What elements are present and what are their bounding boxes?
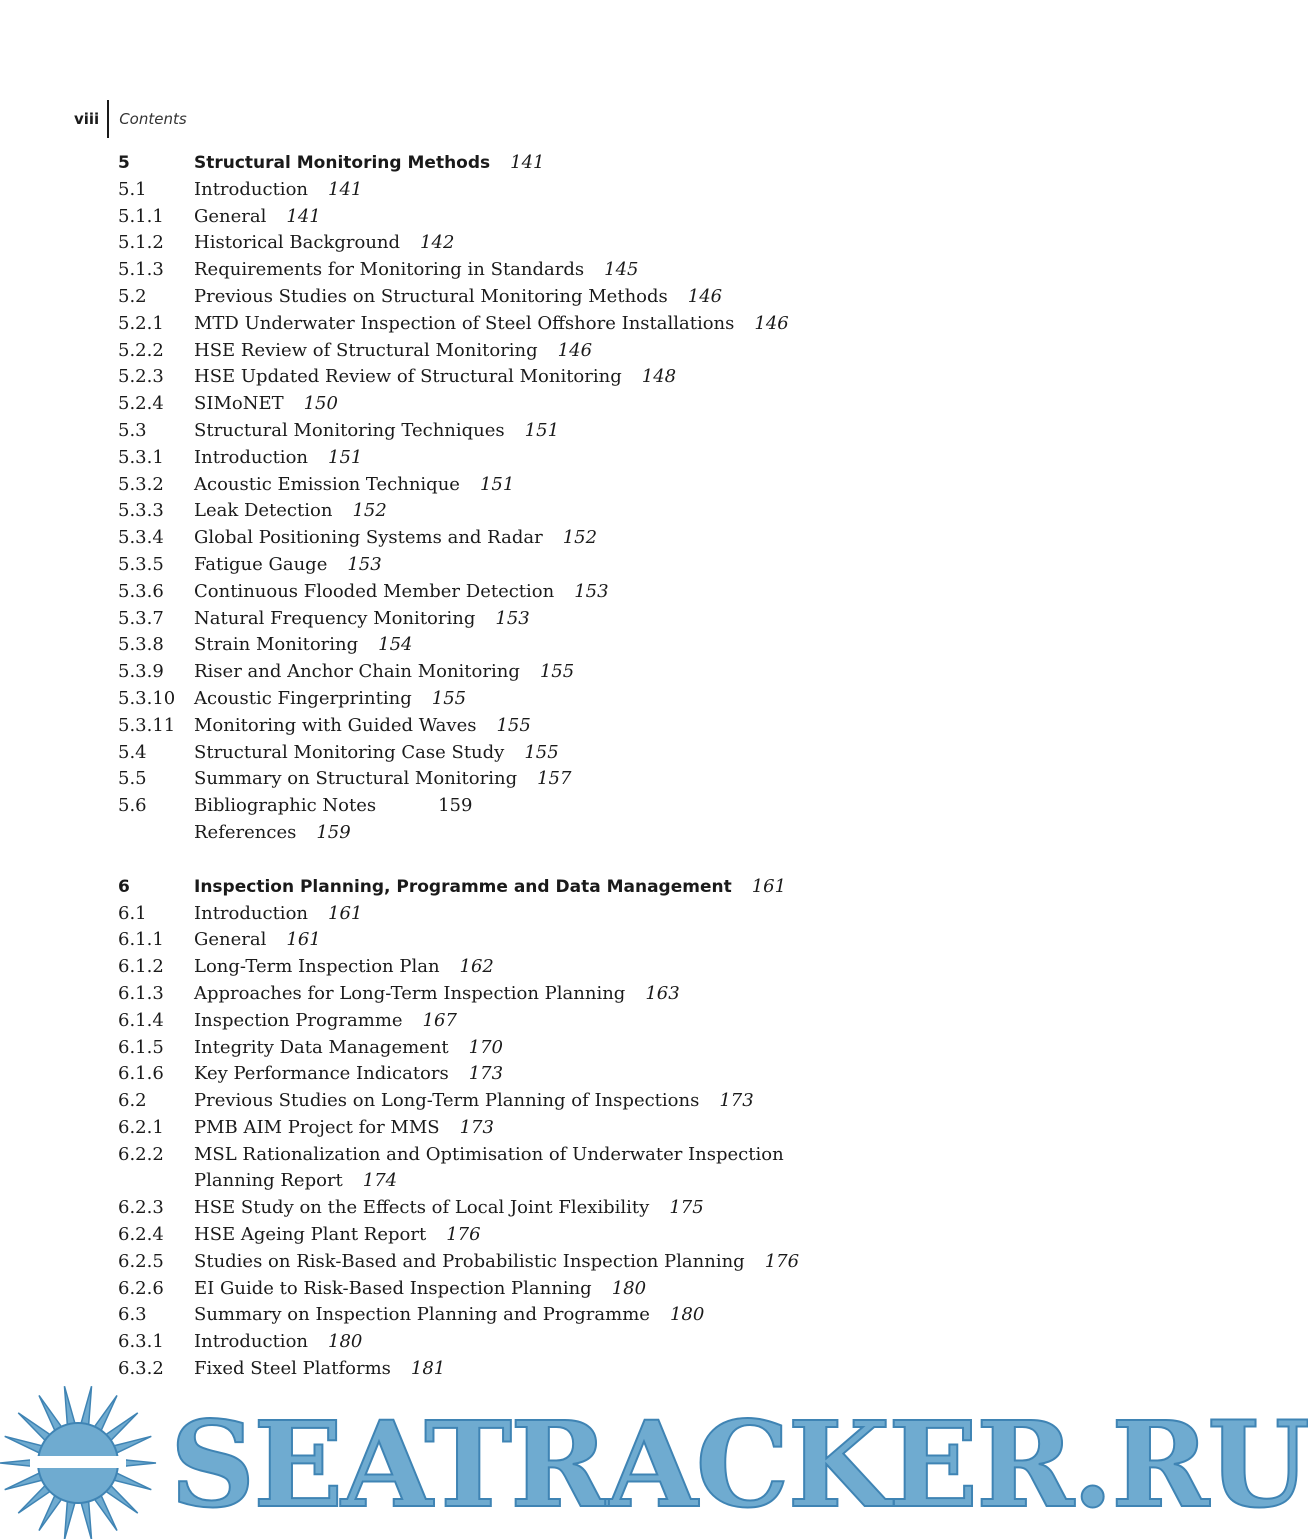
toc-entry[interactable] [118, 1356, 878, 1383]
section-title: Key Performance Indicators [194, 1063, 449, 1085]
section-title: Fatigue Gauge [194, 553, 328, 575]
section-number: 6.1.4 [118, 1009, 164, 1031]
section-title: Inspection Programme [194, 1009, 403, 1031]
section-number: 6.3.2 [118, 1358, 164, 1380]
page-ref: 145 [604, 259, 639, 281]
section-title: Natural Frequency Monitoring [194, 607, 476, 629]
section-title: Continuous Flooded Member Detection [194, 580, 555, 602]
toc-entry[interactable] [118, 766, 878, 793]
page-ref: 176 [764, 1250, 800, 1272]
section-title: Summary on Structural Monitoring [194, 768, 518, 790]
toc-entry[interactable] [118, 1329, 878, 1356]
section-number: 6.2.4 [118, 1224, 164, 1246]
section-number: 5.2.3 [118, 366, 164, 388]
section-number: 6.1.2 [118, 956, 164, 978]
section-title: PMB AIM Project for MMS [194, 1116, 440, 1138]
page-ref: 152 [352, 500, 387, 522]
chapter-6-entries [118, 901, 878, 1383]
toc-entry[interactable] [118, 1115, 878, 1142]
section-title: Previous Studies on Structural Monitoring Methods [194, 285, 668, 307]
page-ref: 141 [510, 152, 545, 173]
section-title: HSE Review of Structural Monitoring [194, 339, 538, 361]
page-ref: 159 [316, 821, 351, 843]
page-ref: 161 [751, 875, 787, 897]
section-title: Structural Monitoring Case Study [194, 741, 505, 763]
section-title: Requirements for Monitoring in Standards [194, 259, 585, 281]
section-number: 5.5 [118, 768, 147, 790]
sun-ray [114, 1473, 151, 1490]
section-number: 5.3.1 [118, 446, 164, 468]
toc-entry[interactable] [118, 1008, 878, 1035]
section-number: 5.1 [118, 178, 147, 200]
page-ref: 170 [468, 1036, 504, 1058]
section-number: 5.1.2 [118, 232, 164, 254]
section-number: 5.3.8 [118, 634, 164, 656]
chapter-6-heading[interactable] [118, 874, 878, 901]
section-number: 6.2 [118, 1090, 147, 1112]
toc-entry[interactable] [118, 686, 878, 713]
section-number: 6.2.5 [118, 1250, 164, 1272]
section-number: 5.2 [118, 285, 147, 307]
section-title: Introduction [194, 1331, 308, 1353]
section-title: Acoustic Emission Technique [194, 473, 460, 495]
page-ref: 154 [378, 634, 413, 656]
page-ref: 152 [562, 527, 598, 549]
toc-entry[interactable] [118, 472, 878, 499]
page-ref: 153 [495, 607, 530, 629]
running-header [74, 100, 187, 138]
chapter-number: 6 [118, 876, 130, 897]
page-ref: 146 [687, 285, 723, 307]
section-title: HSE Ageing Plant Report [194, 1224, 427, 1246]
chapter-gap [118, 847, 878, 874]
page-ref: 146 [754, 312, 789, 334]
sun-ray [95, 1496, 117, 1531]
watermark-text: SEATRACKER.RU [170, 1395, 1308, 1534]
section-title-continued: Planning Report [194, 1170, 343, 1192]
section-number: 5.1.1 [118, 205, 164, 227]
toc-entry[interactable] [118, 1142, 878, 1196]
section-title: References [194, 821, 297, 843]
page-number: viii [74, 100, 109, 138]
section-number: 6.2.2 [118, 1143, 164, 1165]
section-title: Historical Background [194, 232, 401, 254]
section-number: 6.1 [118, 902, 147, 924]
section-number: 5.3.5 [118, 553, 164, 575]
toc-entry[interactable] [118, 204, 878, 231]
section-title: General [194, 205, 267, 227]
toc-entry[interactable] [118, 1195, 878, 1222]
section-number: 6.2.3 [118, 1197, 164, 1219]
section-number: 5.3.11 [118, 714, 176, 736]
toc-entry[interactable] [118, 1249, 878, 1276]
section-title: MSL Rationalization and Optimisation of Underwater Inspection [194, 1143, 784, 1165]
toc-entry[interactable] [118, 364, 878, 391]
section-number: 5.4 [118, 741, 147, 763]
page-ref: 180 [328, 1331, 363, 1353]
toc-entry[interactable] [118, 659, 878, 686]
toc-entry[interactable] [118, 927, 878, 954]
toc-entry[interactable] [118, 713, 878, 740]
section-number: 5.3.2 [118, 473, 164, 495]
sun-ray [64, 1502, 74, 1539]
chapter-5-heading[interactable] [118, 150, 878, 177]
page-ref: 148 [641, 366, 677, 388]
section-number: 5.2.4 [118, 393, 164, 415]
section-number: 5.3.7 [118, 607, 164, 629]
toc-entry[interactable] [118, 981, 878, 1008]
section-title: Approaches for Long-Term Inspection Planning [194, 982, 626, 1004]
page-ref: 167 [422, 1009, 457, 1031]
section-title: Introduction [194, 446, 308, 468]
section-number: 5.3.9 [118, 661, 164, 683]
section-title: Integrity Data Management [194, 1036, 449, 1058]
page-ref: 180 [669, 1304, 705, 1326]
section-number: 5.2.2 [118, 339, 164, 361]
sun-ray [39, 1496, 61, 1531]
page-ref: 181 [410, 1358, 446, 1380]
toc-entry[interactable] [118, 901, 878, 928]
page-ref: 173 [468, 1063, 504, 1085]
section-title: SIMoNET [194, 393, 284, 415]
toc-entry[interactable] [118, 177, 878, 204]
section-number: 5.3 [118, 419, 147, 441]
page-ref: 180 [611, 1277, 647, 1299]
section-title: Long-Term Inspection Plan [194, 956, 440, 978]
toc-entry[interactable] [118, 311, 878, 338]
section-title: Introduction [194, 902, 308, 924]
toc-entry[interactable] [118, 391, 878, 418]
page-ref: 151 [524, 419, 560, 441]
chapter-title: Inspection Planning, Programme and Data Management [194, 876, 732, 897]
toc-entry[interactable] [118, 606, 878, 633]
section-number: 5.1.3 [118, 259, 164, 281]
page-ref: 162 [459, 956, 494, 978]
toc-entry[interactable] [118, 230, 878, 257]
toc-entry[interactable] [118, 1276, 878, 1303]
sun-ray [106, 1486, 138, 1513]
page-ref: 175 [669, 1197, 704, 1219]
page-ref: 159 [438, 795, 473, 817]
page-ref: 153 [347, 553, 382, 575]
section-number: 5.2.1 [118, 312, 164, 334]
toc-entry[interactable] [118, 284, 878, 311]
section-title: Summary on Inspection Planning and Programme [194, 1304, 650, 1326]
toc-entry[interactable] [118, 793, 878, 820]
page-ref: 161 [286, 929, 321, 951]
toc-entry[interactable] [118, 418, 878, 445]
section-title: Fixed Steel Platforms [194, 1358, 391, 1380]
page-ref: 153 [574, 580, 609, 602]
section-number: 5.3.4 [118, 527, 164, 549]
page-ref: 142 [420, 232, 455, 254]
toc-entry[interactable] [118, 338, 878, 365]
page-ref: 173 [719, 1090, 754, 1112]
section-number: 6.1.3 [118, 982, 164, 1004]
section-title: Studies on Risk-Based and Probabilistic Inspection Planning [194, 1250, 745, 1272]
sun-ray [64, 1386, 74, 1424]
page-ref: 141 [328, 178, 363, 200]
page-ref: 155 [496, 714, 531, 736]
sun-ray [18, 1486, 50, 1513]
toc-entry[interactable] [118, 1302, 878, 1329]
section-title: Leak Detection [194, 500, 333, 522]
section-number: 6.1.6 [118, 1063, 164, 1085]
toc-entry[interactable] [118, 740, 878, 767]
toc-entry[interactable] [118, 954, 878, 981]
section-title: Acoustic Fingerprinting [194, 687, 412, 709]
page-ref: 155 [524, 741, 559, 763]
toc-entry[interactable] [118, 632, 878, 659]
page-ref: 155 [539, 661, 575, 683]
section-number: 5.3.10 [118, 687, 176, 709]
page-ref: 151 [328, 446, 363, 468]
section-number: 6.2.6 [118, 1277, 164, 1299]
section-title: Introduction [194, 178, 308, 200]
section-number: 6.3 [118, 1304, 147, 1326]
section-number: 6.2.1 [118, 1116, 164, 1138]
page-ref: 150 [303, 393, 338, 415]
sun-ray [5, 1436, 42, 1453]
section-title: Global Positioning Systems and Radar [194, 527, 543, 549]
toc-entry[interactable] [118, 1035, 878, 1062]
chapter-title: Structural Monitoring Methods [194, 153, 491, 173]
section-title: Bibliographic Notes [194, 795, 377, 817]
toc-entry[interactable] [118, 1222, 878, 1249]
toc-entry[interactable] [118, 579, 878, 606]
sun-ray [106, 1413, 138, 1440]
table-of-contents [118, 150, 878, 1383]
section-title: MTD Underwater Inspection of Steel Offshore Installations [194, 312, 735, 334]
section-number: 6.1.5 [118, 1036, 164, 1058]
page-ref: 176 [446, 1224, 481, 1246]
section-title: Previous Studies on Long-Term Planning of Inspections [194, 1090, 700, 1112]
toc-entry[interactable] [118, 1088, 878, 1115]
sun-ray [114, 1436, 151, 1453]
sun-ray [39, 1395, 61, 1430]
section-number: 5.3.3 [118, 500, 164, 522]
toc-entry[interactable] [118, 552, 878, 579]
sun-ray [81, 1386, 91, 1424]
section-title: HSE Updated Review of Structural Monitoring [194, 366, 622, 388]
page-ref: 174 [362, 1170, 398, 1192]
toc-entry[interactable] [118, 445, 878, 472]
page-ref: 155 [431, 687, 467, 709]
section-title: General [194, 929, 267, 951]
toc-entry[interactable] [118, 257, 878, 284]
toc-entry[interactable] [118, 525, 878, 552]
page-ref: 141 [286, 205, 321, 227]
section-title: Structural Monitoring Techniques [194, 419, 505, 441]
chapter-number: 5 [118, 153, 130, 173]
section-title: HSE Study on the Effects of Local Joint Flexibility [194, 1197, 650, 1219]
section-number: 5.6 [118, 795, 147, 817]
section-title: Strain Monitoring [194, 634, 359, 656]
section-number: 6.1.1 [118, 929, 164, 951]
toc-entry[interactable] [118, 820, 878, 847]
toc-entry[interactable] [118, 498, 878, 525]
page-ref: 151 [479, 473, 515, 495]
chapter-5-entries [118, 177, 878, 847]
sun-ray [5, 1473, 42, 1490]
page-ref: 173 [459, 1116, 494, 1138]
page-ref: 161 [328, 902, 363, 924]
page-ref: 146 [557, 339, 593, 361]
section-number: 5.3.6 [118, 580, 164, 602]
section-title: EI Guide to Risk-Based Inspection Planning [194, 1277, 592, 1299]
section-title: Monitoring with Guided Waves [194, 714, 477, 736]
page-ref: 163 [645, 982, 680, 1004]
sun-ray [18, 1413, 50, 1440]
page-ref: 157 [537, 768, 572, 790]
toc-entry[interactable] [118, 1061, 878, 1088]
running-title: Contents [119, 110, 187, 128]
sun-ray [81, 1502, 91, 1539]
section-number: 6.3.1 [118, 1331, 164, 1353]
section-title: Riser and Anchor Chain Monitoring [194, 661, 520, 683]
sun-ray [95, 1395, 117, 1430]
